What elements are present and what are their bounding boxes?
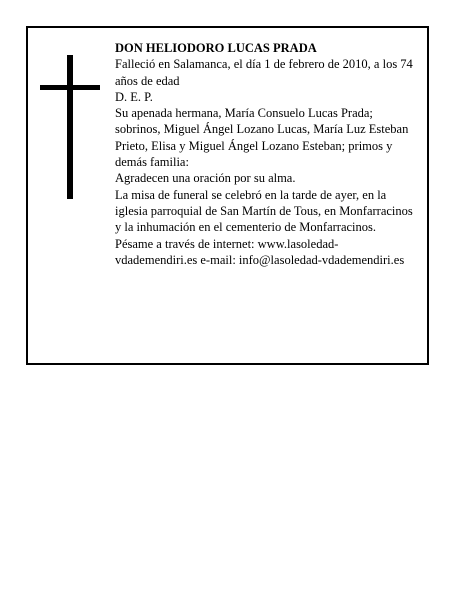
cross-vertical-bar <box>67 55 73 199</box>
funeral-details: La misa de funeral se celebró en la tarde de ayer, en la iglesia parroquial de San Martín de Tous, en Monfarracinos y la inhumación en el cementerio de Monfarracinos. <box>115 187 413 235</box>
condolences-info: Pésame a través de internet: www.lasoledad-vdademendiri.es e-mail: info@lasoledad-vdademendiri.es <box>115 236 405 267</box>
cross-icon <box>40 55 100 199</box>
death-statement: Falleció en Salamanca, el día 1 de febrero de 2010, a los 74 años de edad <box>115 57 413 88</box>
obituary-notice <box>26 26 429 365</box>
family-members: Su apenada hermana, María Consuelo Lucas Prada; sobrinos, Miguel Ángel Lozano Lucas, María Luz Esteban Prieto, Elisa y Miguel Ángel Lozano Esteban; primos y demás familia: <box>115 106 409 170</box>
deceased-name: DON HELIODORO LUCAS PRADA <box>115 41 317 55</box>
rest-in-peace: D. E. P. <box>115 89 153 104</box>
prayer-request: Agradecen una oración por su alma. <box>115 171 296 186</box>
cross-horizontal-bar <box>40 85 100 90</box>
notice-body <box>115 40 415 268</box>
